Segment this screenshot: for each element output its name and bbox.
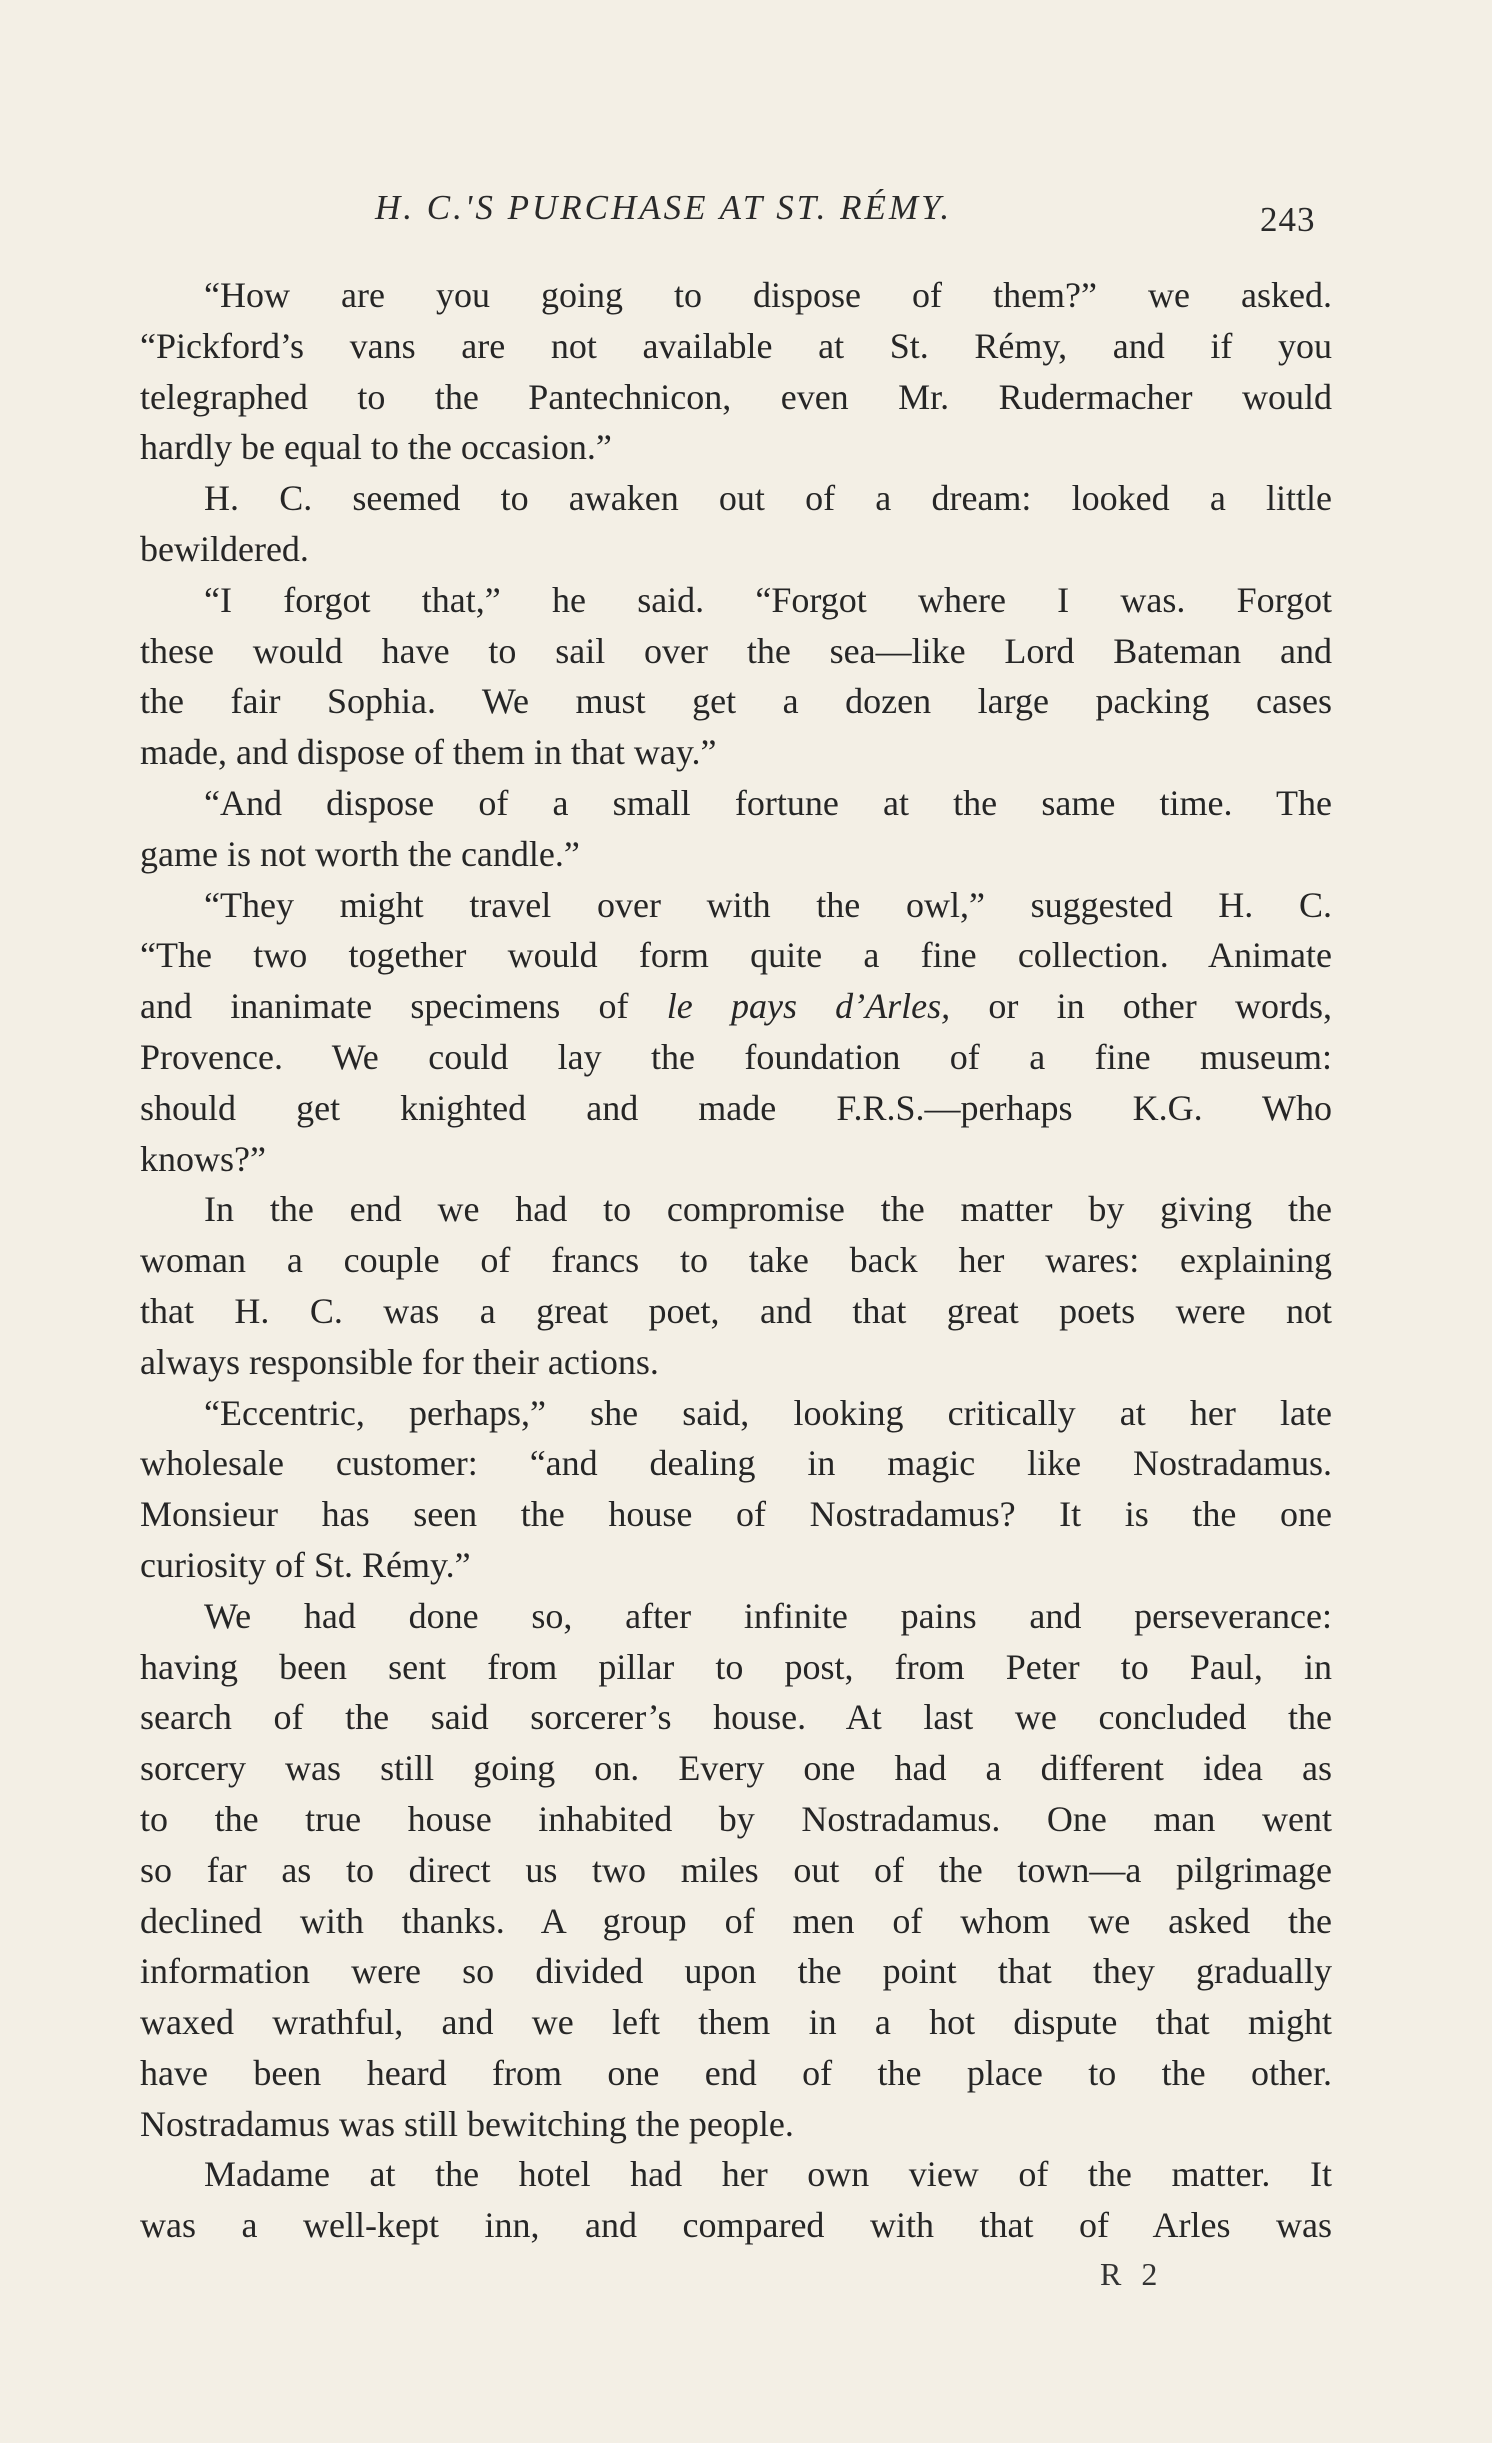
text-line: “How are you going to dispose of them?” we asked. — [204, 275, 1332, 315]
signature-mark: R 2 — [1100, 2256, 1164, 2292]
body-text — [140, 270, 1332, 2251]
text-line: these would have to sail over the sea—like Lord Bateman and — [140, 630, 1332, 671]
text-line: information were so divided upon the point that they gradually — [140, 1951, 1332, 1992]
text-line: wholesale customer: “and dealing in magic like Nostradamus. — [140, 1443, 1332, 1484]
text-line: have been heard from one end of the place to the other. — [140, 2052, 1332, 2093]
text-line: should get knighted and made F.R.S.—perhaps K.G. Who — [140, 1087, 1332, 1128]
running-head: H. C.'S PURCHASE AT ST. RÉMY. — [375, 188, 953, 227]
text-line: “Eccentric, perhaps,” she said, looking critically at her late — [204, 1392, 1332, 1433]
text-line: Madame at the hotel had her own view of the matter. It — [204, 2154, 1332, 2195]
text-line: so far as to direct us two miles out of the town—a pilgrimage — [140, 1849, 1332, 1890]
text-line: waxed wrathful, and we left them in a hot dispute that might — [140, 2002, 1332, 2043]
text-line: knows?” — [140, 1138, 266, 1179]
text-segment: and inanimate specimens of — [140, 986, 667, 1027]
text-line: In the end we had to compromise the matter by giving the — [204, 1189, 1332, 1230]
text-line: “The two together would form quite a fine collection. Animate — [140, 935, 1332, 976]
text-line: always responsible for their actions. — [140, 1341, 659, 1382]
text-line: made, and dispose of them in that way.” — [140, 732, 717, 773]
text-line: hardly be equal to the occasion.” — [140, 427, 612, 468]
text-line: We had done so, after infinite pains and perseverance: — [204, 1595, 1332, 1636]
text-line: search of the said sorcerer’s house. At last we concluded the — [140, 1697, 1332, 1738]
text-line: “And dispose of a small fortune at the same time. The — [204, 782, 1332, 823]
italic-phrase: le pays d’Arles, — [666, 986, 951, 1027]
text-line: declined with thanks. A group of men of whom we asked the — [140, 1900, 1332, 1941]
text-segment: or in other words, — [950, 986, 1332, 1027]
text-line: having been sent from pillar to post, from Peter to Paul, in — [140, 1646, 1332, 1687]
text-line: sorcery was still going on. Every one had a different idea as — [140, 1748, 1332, 1789]
text-line: “Pickford’s vans are not available at St. Rémy, and if you — [140, 325, 1332, 366]
text-line: to the true house inhabited by Nostradamus. One man went — [140, 1798, 1332, 1839]
text-line: game is not worth the candle.” — [140, 833, 580, 874]
text-line: “They might travel over with the owl,” suggested H. C. — [204, 884, 1332, 925]
text-line — [140, 981, 1332, 1032]
text-line: Nostradamus was still bewitching the people. — [140, 2103, 794, 2144]
text-line: telegraphed to the Pantechnicon, even Mr. Rudermacher would — [140, 376, 1332, 417]
text-line: that H. C. was a great poet, and that great poets were not — [140, 1290, 1332, 1331]
text-line: Monsieur has seen the house of Nostradamus? It is the one — [140, 1494, 1332, 1535]
text-line: “I forgot that,” he said. “Forgot where I was. Forgot — [204, 579, 1332, 620]
text-line: Provence. We could lay the foundation of a fine museum: — [140, 1036, 1332, 1077]
text-line: curiosity of St. Rémy.” — [140, 1544, 471, 1585]
page-header — [140, 188, 1340, 248]
text-line: was a well-kept inn, and compared with that of Arles was — [140, 2205, 1332, 2246]
page-number: 243 — [1260, 200, 1316, 239]
text-line: the fair Sophia. We must get a dozen large packing cases — [140, 681, 1332, 722]
text-line: woman a couple of francs to take back her wares: explaining — [140, 1240, 1332, 1281]
text-line: H. C. seemed to awaken out of a dream: looked a little — [204, 478, 1332, 519]
text-line: bewildered. — [140, 528, 309, 569]
